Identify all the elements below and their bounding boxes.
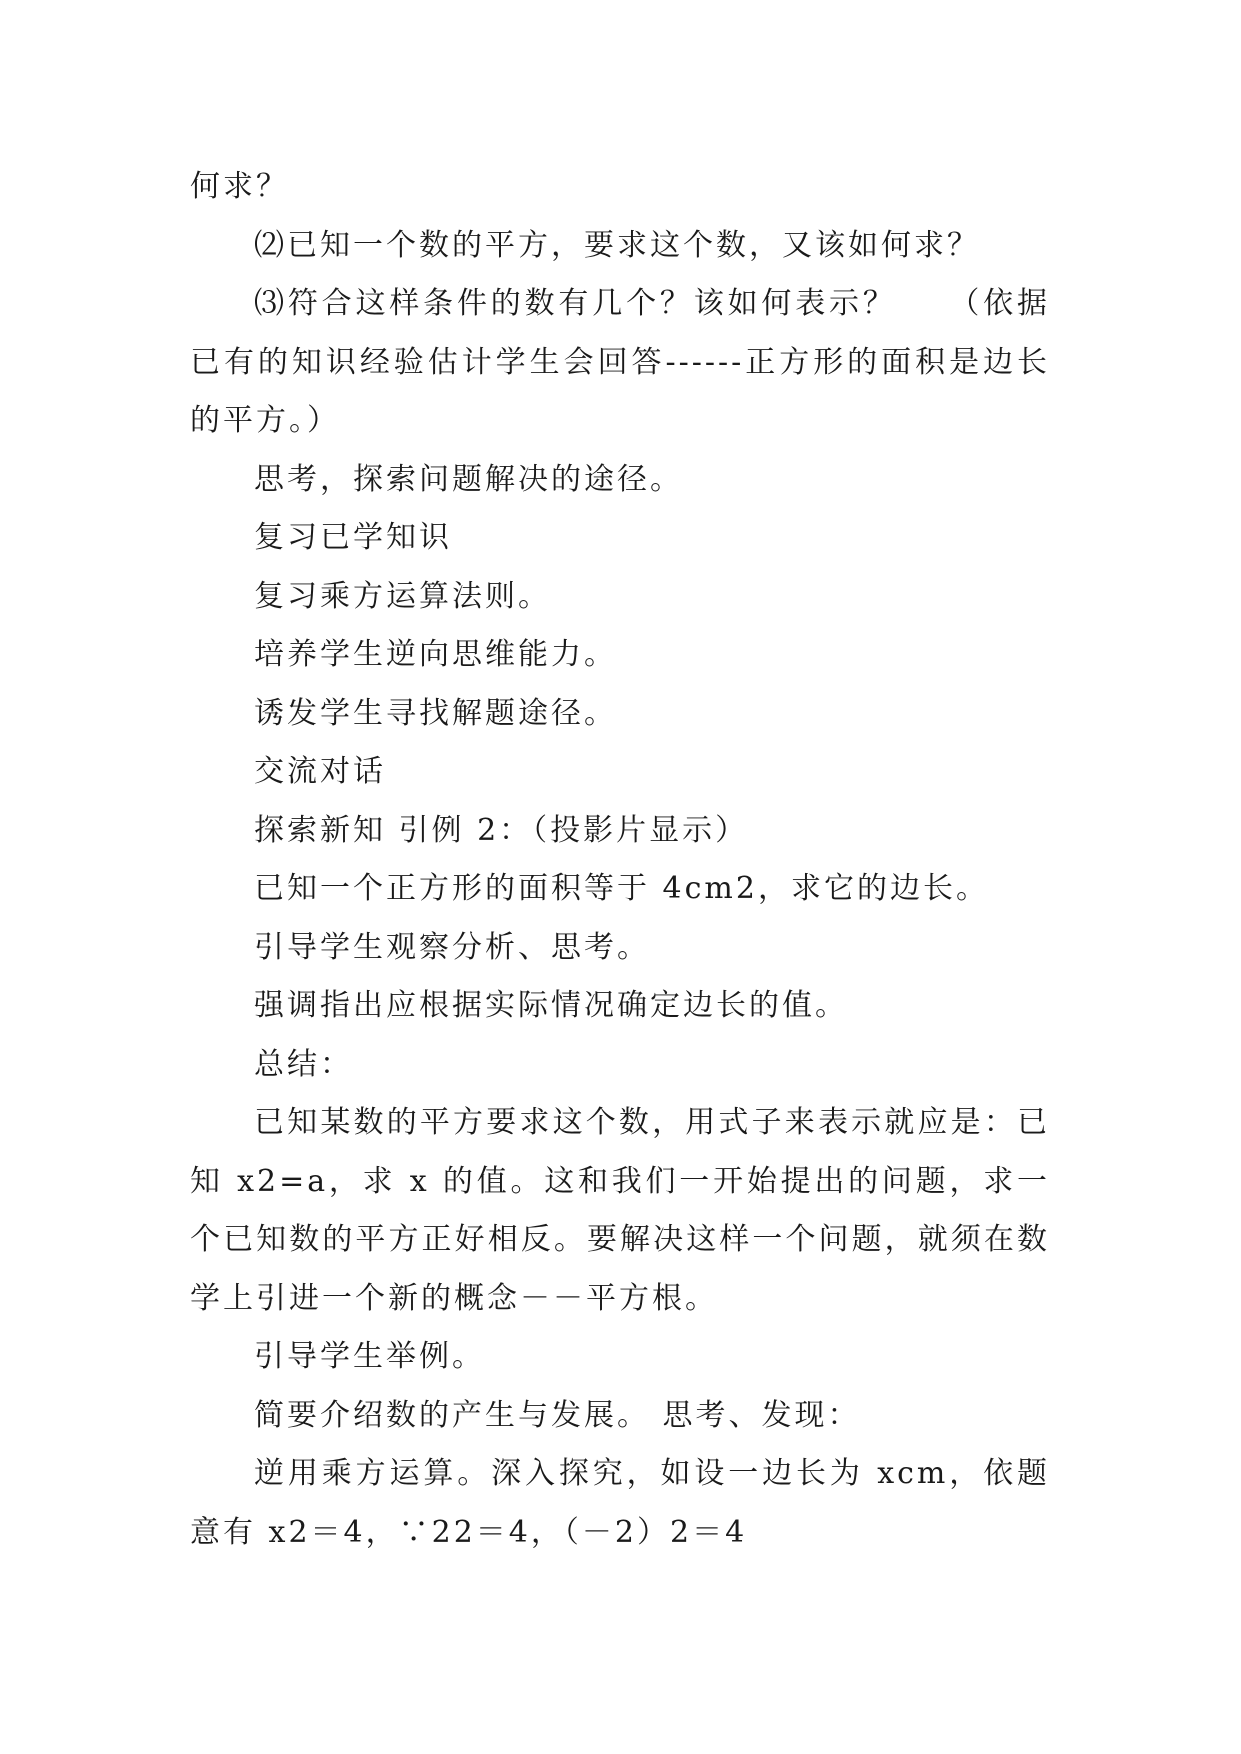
paragraph: 何求？ [190, 169, 289, 204]
paragraph: 复习乘方运算法则。 [254, 578, 551, 614]
paragraph: 已知一个正方形的面积等于 4cm2，求它的边长。 [254, 871, 989, 906]
document-body [190, 158, 1050, 1562]
paragraph: 逆用乘方运算。深入探究，如设一边长为 xcm，依题意有 x2＝4，∵22＝4，（－2）2＝4 [190, 1456, 1050, 1550]
paragraph: 培养学生逆向思维能力。 [254, 637, 617, 672]
paragraph: ⑵已知一个数的平方，要求这个数，又该如何求？ [254, 227, 980, 263]
paragraph: 总结： [254, 1046, 353, 1082]
paragraph: 引导学生观察分析、思考。 [254, 929, 650, 965]
paragraph: 复习已学知识 [254, 520, 452, 555]
paragraph: 引导学生举例。 [254, 1339, 485, 1374]
paragraph: ⑶符合这样条件的数有几个？该如何表示？ （依据已有的知识经验估计学生会回答------正方形的面积是边长的平方。） [190, 286, 1050, 438]
paragraph: 交流对话 [254, 754, 386, 789]
paragraph: 已知某数的平方要求这个数，用式子来表示就应是：已知 x2=a，求 x 的值。这和我们一开始提出的问题，求一个已知数的平方正好相反。要解决这样一个问题，就须在数学上引进一个新的概念－－平方根。 [190, 1105, 1050, 1316]
paragraph: 探索新知 引例 2：（投影片显示） [254, 812, 749, 848]
paragraph: 思考，探索问题解决的途径。 [254, 461, 683, 497]
paragraph: 诱发学生寻找解题途径。 [254, 695, 617, 731]
paragraph: 简要介绍数的产生与发展。 思考、发现： [254, 1397, 861, 1433]
paragraph: 强调指出应根据实际情况确定边长的值。 [254, 988, 848, 1023]
